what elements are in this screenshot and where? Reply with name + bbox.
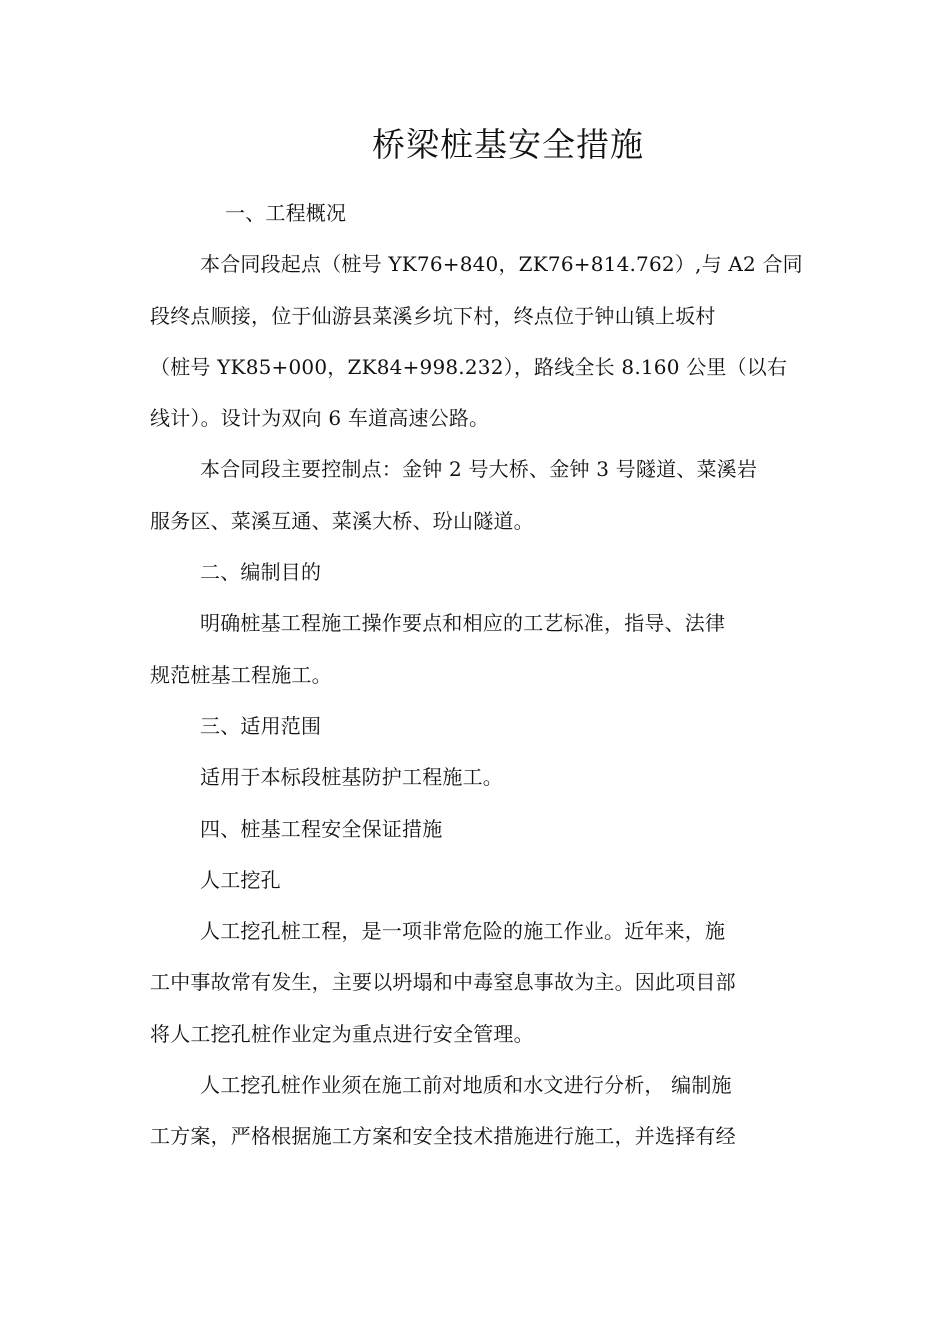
section-heading-overview: 一、工程概况 xyxy=(225,201,347,225)
section-heading-scope: 三、适用范围 xyxy=(200,713,322,738)
paragraph-line: 适用于本标段桩基防护工程施工。 xyxy=(200,765,503,790)
paragraph-line: 将人工挖孔桩作业定为重点进行安全管理。 xyxy=(150,1021,534,1046)
paragraph-line: 工方案，严格根据施工方案和安全技术措施进行施工，并选择有经 xyxy=(150,1124,736,1149)
document-body xyxy=(150,188,803,1163)
paragraph-line: 本合同段起点（桩号 YK76+840，ZK76+814.762）,与 A2 合同 xyxy=(200,252,803,277)
paragraph-line: （桩号 YK85+000，ZK84+998.232），路线全长 8.160 公里（以右 xyxy=(150,354,788,379)
paragraph-line: 服务区、菜溪互通、菜溪大桥、玢山隧道。 xyxy=(150,508,534,533)
section-heading-purpose: 二、编制目的 xyxy=(200,560,322,585)
paragraph-line: 规范桩基工程施工。 xyxy=(150,662,332,687)
paragraph-line: 线计）。设计为双向 6 车道高速公路。 xyxy=(150,406,490,431)
section-heading-safety-measures: 四、桩基工程安全保证措施 xyxy=(200,816,443,841)
paragraph-line: 段终点顺接，位于仙游县菜溪乡坑下村，终点位于钟山镇上坂村 xyxy=(150,303,716,328)
paragraph-line: 明确桩基工程施工操作要点和相应的工艺标准，指导、法律 xyxy=(200,611,726,636)
paragraph-line: 人工挖孔桩作业须在施工前对地质和水文进行分析， 编制施 xyxy=(200,1073,732,1098)
paragraph-line: 人工挖孔桩工程，是一项非常危险的施工作业。近年来，施 xyxy=(200,919,726,944)
paragraph-line: 本合同段主要控制点：金钟 2 号大桥、金钟 3 号隧道、菜溪岩 xyxy=(200,457,758,482)
document-title: 桥梁桩基安全措施 xyxy=(372,125,644,164)
subheading-manual-digging: 人工挖孔 xyxy=(200,867,281,892)
paragraph-line: 工中事故常有发生，主要以坍塌和中毒窒息事故为主。因此项目部 xyxy=(150,970,736,995)
